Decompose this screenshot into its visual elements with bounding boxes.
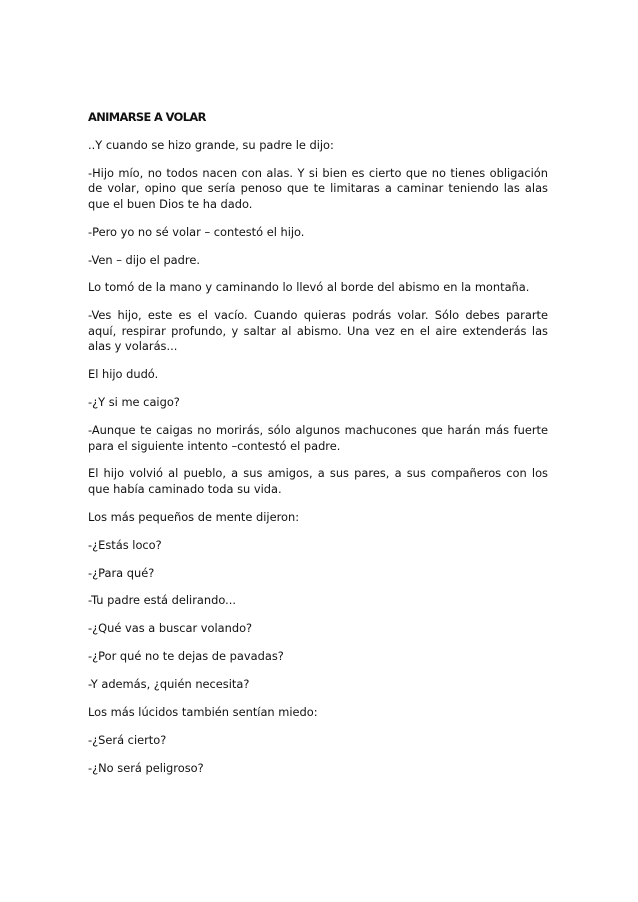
paragraph — [88, 395, 548, 411]
paragraph — [88, 367, 548, 383]
paragraph — [88, 166, 548, 213]
text-line: Lo tomó de la mano y caminando lo llevó al borde del abismo en la montaña. — [88, 280, 530, 295]
text-line: -Pero yo no sé volar – contestó el hijo. — [88, 224, 305, 239]
text-line: de volar, opino que sería penoso que te limitaras a caminar teniendo las alas — [88, 181, 548, 196]
text-line: alas y volarás... — [88, 339, 178, 354]
paragraph — [88, 733, 548, 749]
text-line: -Y además, ¿quién necesita? — [88, 677, 250, 692]
paragraph — [88, 280, 548, 296]
paragraph — [88, 649, 548, 665]
text-line: que el buen Dios te ha dado. — [88, 196, 253, 211]
text-line: -Hijo mío, no todos nacen con alas. Y si bien es cierto que no tienes obligación — [88, 165, 548, 180]
text-line: ..Y cuando se hizo grande, su padre le dijo: — [88, 137, 334, 152]
text-line: -Aunque te caigas no morirás, sólo algunos machucones que harán más fuerte — [88, 423, 548, 438]
text-line: -¿Por qué no te dejas de pavadas? — [88, 649, 284, 664]
paragraph — [88, 593, 548, 609]
paragraph — [88, 677, 548, 693]
text-line: El hijo dudó. — [88, 367, 159, 382]
paragraph — [88, 621, 548, 637]
text-line: -¿Para qué? — [88, 565, 155, 580]
text-line: -¿Qué vas a buscar volando? — [88, 621, 253, 636]
paragraph — [88, 566, 548, 582]
text-line: aquí, respirar profundo, y saltar al abismo. Una vez en el aire extenderás las — [88, 323, 548, 338]
paragraph — [88, 705, 548, 721]
document-title: ANIMARSE A VOLAR — [88, 110, 206, 124]
document-page — [88, 110, 548, 789]
paragraph — [88, 761, 548, 777]
paragraph — [88, 538, 548, 554]
text-line: que había caminado toda su vida. — [88, 481, 282, 496]
paragraph — [88, 253, 548, 269]
text-line: Los más lúcidos también sentían miedo: — [88, 705, 318, 720]
text-line: -¿No será peligroso? — [88, 760, 204, 775]
text-line: -Ven – dijo el padre. — [88, 252, 200, 267]
paragraph — [88, 510, 548, 526]
text-line: -¿Estás loco? — [88, 537, 162, 552]
text-line: Los más pequeños de mente dijeron: — [88, 509, 300, 524]
text-line: -Tu padre está delirando... — [88, 593, 236, 608]
text-line: -¿Será cierto? — [88, 732, 167, 747]
paragraph — [88, 308, 548, 355]
paragraph — [88, 466, 548, 497]
paragraph — [88, 225, 548, 241]
paragraph — [88, 138, 548, 154]
text-line: para el siguiente intento –contestó el padre. — [88, 438, 341, 453]
text-line: -Ves hijo, este es el vacío. Cuando quieras podrás volar. Sólo debes pararte — [88, 308, 548, 323]
text-line: -¿Y si me caigo? — [88, 395, 180, 410]
text-line: El hijo volvió al pueblo, a sus amigos, a sus pares, a sus compañeros con los — [88, 466, 548, 481]
paragraph — [88, 423, 548, 454]
